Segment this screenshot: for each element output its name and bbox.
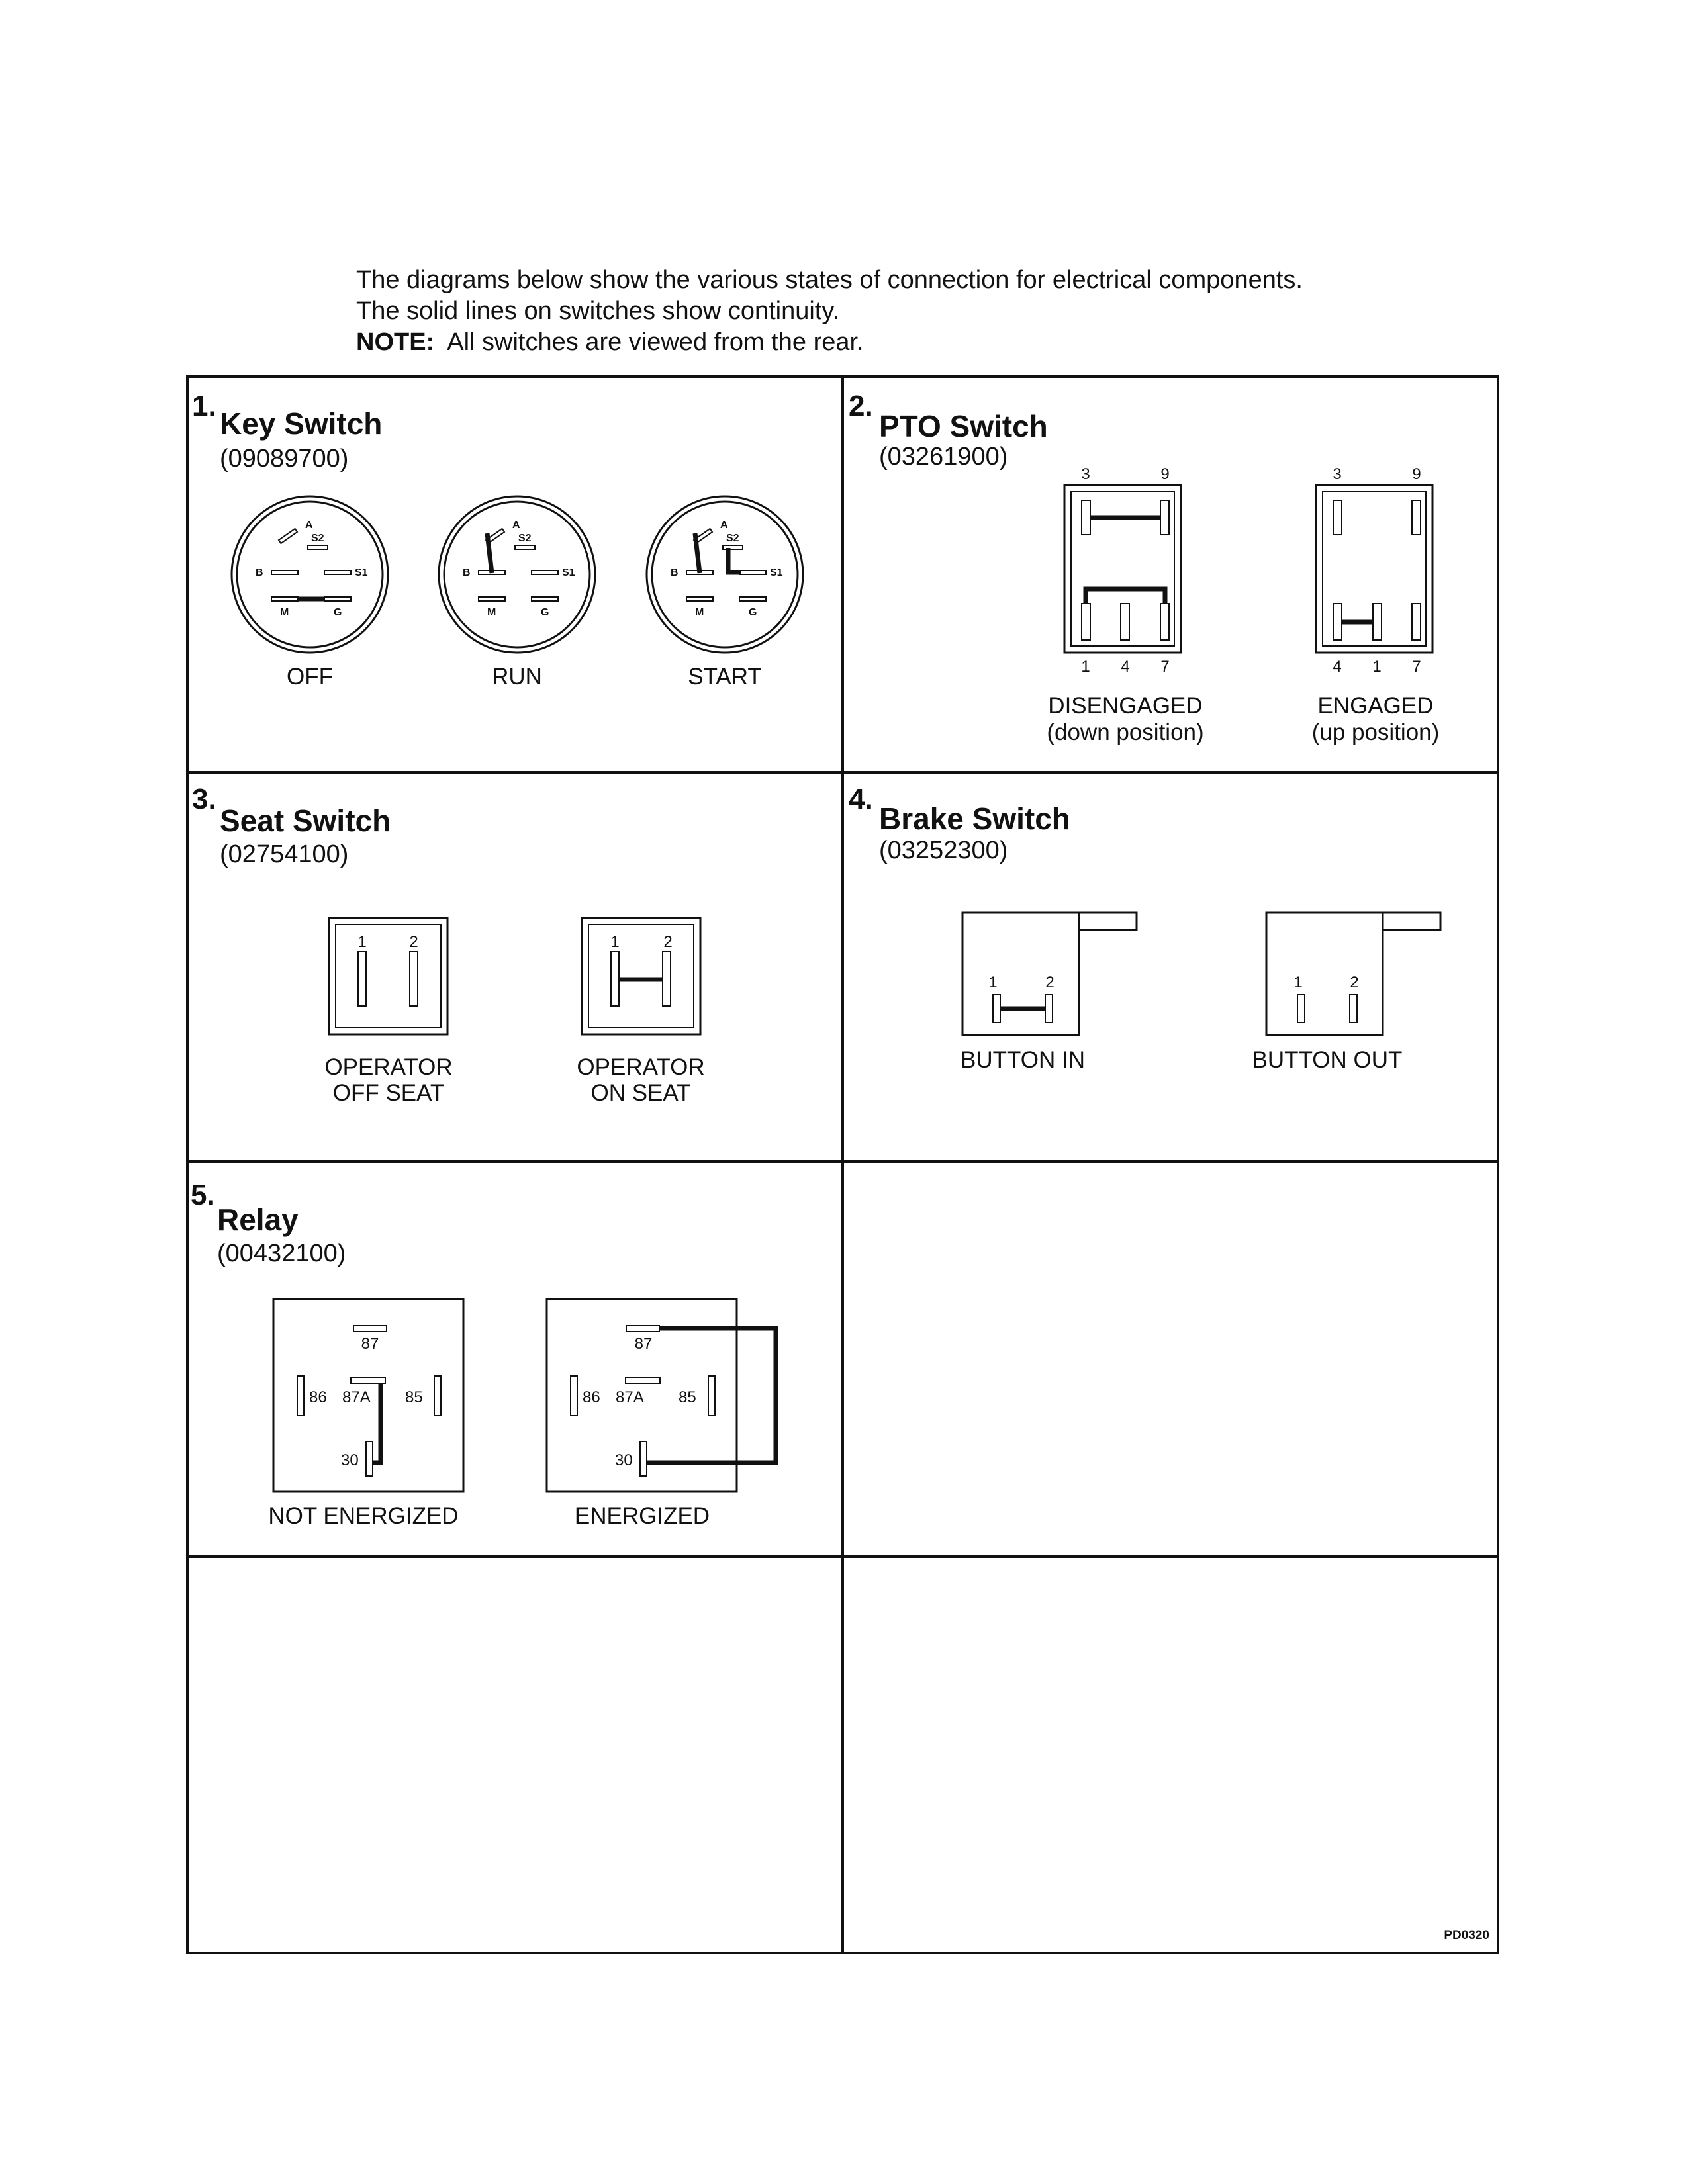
relay-e-terminal-30: 30 [615, 1451, 633, 1469]
key-off-terminal-s2: S2 [311, 533, 324, 544]
note-text: All switches are viewed from the rear. [447, 328, 864, 356]
key-run-terminal-b: B [463, 567, 471, 578]
pto-eng-terminal-7: 7 [1412, 658, 1421, 676]
relay-energized-label: ENERGIZED [574, 1503, 710, 1529]
seat-on-label-line2: ON SEAT [590, 1080, 691, 1106]
relay-ne-terminal-87a: 87A [342, 1388, 371, 1406]
key-start-terminal-a: A [720, 520, 728, 531]
seat-switch-title: Seat Switch [220, 803, 391, 838]
key-run-terminal-s2: S2 [518, 533, 532, 544]
key-off-terminal-s1: S1 [355, 567, 368, 578]
relay-e-terminal-87a: 87A [616, 1388, 644, 1406]
pto-disengaged-diagram [1064, 465, 1181, 676]
key-state-start: START [688, 664, 762, 690]
relay-e-terminal-85: 85 [679, 1388, 696, 1406]
pto-dis-terminal-1: 1 [1081, 658, 1090, 676]
brake-out-label: BUTTON OUT [1252, 1047, 1403, 1073]
key-switch-start [647, 496, 803, 653]
key-run-terminal-m: M [487, 607, 496, 618]
seat-switch-number: 3. [192, 783, 216, 815]
pto-dis-terminal-3: 3 [1081, 465, 1090, 483]
pto-dis-terminal-7: 7 [1160, 658, 1170, 676]
pto-disengaged-sub: (down position) [1047, 719, 1204, 745]
brake-out-terminal-2: 2 [1350, 974, 1359, 991]
pto-eng-terminal-4: 4 [1333, 658, 1342, 676]
relay-ne-terminal-30: 30 [341, 1451, 359, 1469]
key-off-terminal-g: G [334, 607, 342, 618]
relay-not-energized-diagram [273, 1299, 463, 1492]
brake-switch-section [849, 783, 1070, 864]
seat-off-terminal-1: 1 [357, 933, 367, 951]
key-switch-part-number: (09089700) [220, 445, 349, 473]
key-off-terminal-m: M [280, 607, 289, 618]
key-state-run: RUN [492, 664, 542, 690]
key-start-terminal-m: M [695, 607, 704, 618]
key-switch-section [192, 390, 382, 473]
seat-on-diagram [582, 918, 700, 1034]
relay-e-terminal-86: 86 [583, 1388, 600, 1406]
seat-switch-part-number: (02754100) [220, 841, 349, 868]
intro-line-1: The diagrams below show the various states of connection for electrical components. [356, 266, 1303, 294]
key-off-terminal-b: B [256, 567, 263, 578]
note-label: NOTE: [356, 328, 435, 356]
seat-off-terminal-2: 2 [409, 933, 418, 951]
seat-on-terminal-1: 1 [610, 933, 620, 951]
brake-in-terminal-2: 2 [1045, 974, 1055, 991]
brake-switch-title: Brake Switch [879, 801, 1070, 836]
intro-line-2: The solid lines on switches show continuity. [356, 297, 840, 325]
relay-number: 5. [191, 1179, 215, 1211]
pto-disengaged-label: DISENGAGED [1048, 693, 1203, 719]
relay-part-number: (00432100) [217, 1240, 346, 1267]
pto-engaged-label: ENGAGED [1317, 693, 1434, 719]
grid-lines [187, 377, 1498, 1953]
key-run-terminal-g: G [541, 607, 549, 618]
pto-dis-terminal-9: 9 [1160, 465, 1170, 483]
relay-ne-terminal-87: 87 [361, 1335, 379, 1353]
seat-off-label-line2: OFF SEAT [332, 1080, 445, 1106]
pto-eng-terminal-1: 1 [1372, 658, 1382, 676]
pto-switch-section [849, 390, 1048, 471]
relay-energized-diagram [547, 1299, 776, 1492]
footer-code: PD0320 [1444, 1929, 1489, 1942]
key-run-terminal-s1: S1 [562, 567, 575, 578]
key-start-terminal-g: G [749, 607, 757, 618]
key-switch-title: Key Switch [220, 406, 383, 441]
brake-switch-part-number: (03252300) [879, 837, 1008, 864]
brake-out-terminal-1: 1 [1293, 974, 1303, 991]
seat-on-terminal-2: 2 [663, 933, 673, 951]
key-state-off: OFF [287, 664, 333, 690]
relay-e-terminal-87: 87 [634, 1335, 653, 1353]
brake-switch-number: 4. [849, 783, 873, 815]
seat-off-label-line1: OPERATOR [324, 1054, 453, 1080]
key-start-terminal-b: B [671, 567, 679, 578]
brake-in-label: BUTTON IN [961, 1047, 1085, 1073]
seat-on-label-line1: OPERATOR [577, 1054, 705, 1080]
key-switch-run [439, 496, 595, 653]
pto-engaged-sub: (up position) [1311, 719, 1440, 745]
pto-switch-number: 2. [849, 390, 873, 422]
key-switch-number: 1. [192, 390, 216, 422]
brake-in-diagram [962, 913, 1137, 1035]
key-switch-off [232, 496, 388, 653]
relay-ne-terminal-85: 85 [405, 1388, 423, 1406]
brake-in-terminal-1: 1 [988, 974, 998, 991]
pto-engaged-diagram [1316, 465, 1432, 676]
seat-switch-section [192, 783, 391, 868]
pto-dis-terminal-4: 4 [1121, 658, 1130, 676]
relay-ne-terminal-86: 86 [309, 1388, 327, 1406]
pto-eng-terminal-3: 3 [1333, 465, 1342, 483]
pto-switch-part-number: (03261900) [879, 443, 1008, 471]
relay-section [191, 1179, 346, 1267]
seat-off-diagram [329, 918, 447, 1034]
key-start-terminal-s1: S1 [770, 567, 783, 578]
pto-switch-title: PTO Switch [879, 409, 1048, 443]
pto-eng-terminal-9: 9 [1412, 465, 1421, 483]
brake-out-diagram [1266, 913, 1440, 1035]
key-run-terminal-a: A [512, 520, 520, 531]
relay-not-energized-label: NOT ENERGIZED [268, 1503, 459, 1529]
key-start-terminal-s2: S2 [726, 533, 739, 544]
relay-title: Relay [217, 1203, 299, 1237]
key-off-terminal-a: A [305, 520, 313, 531]
